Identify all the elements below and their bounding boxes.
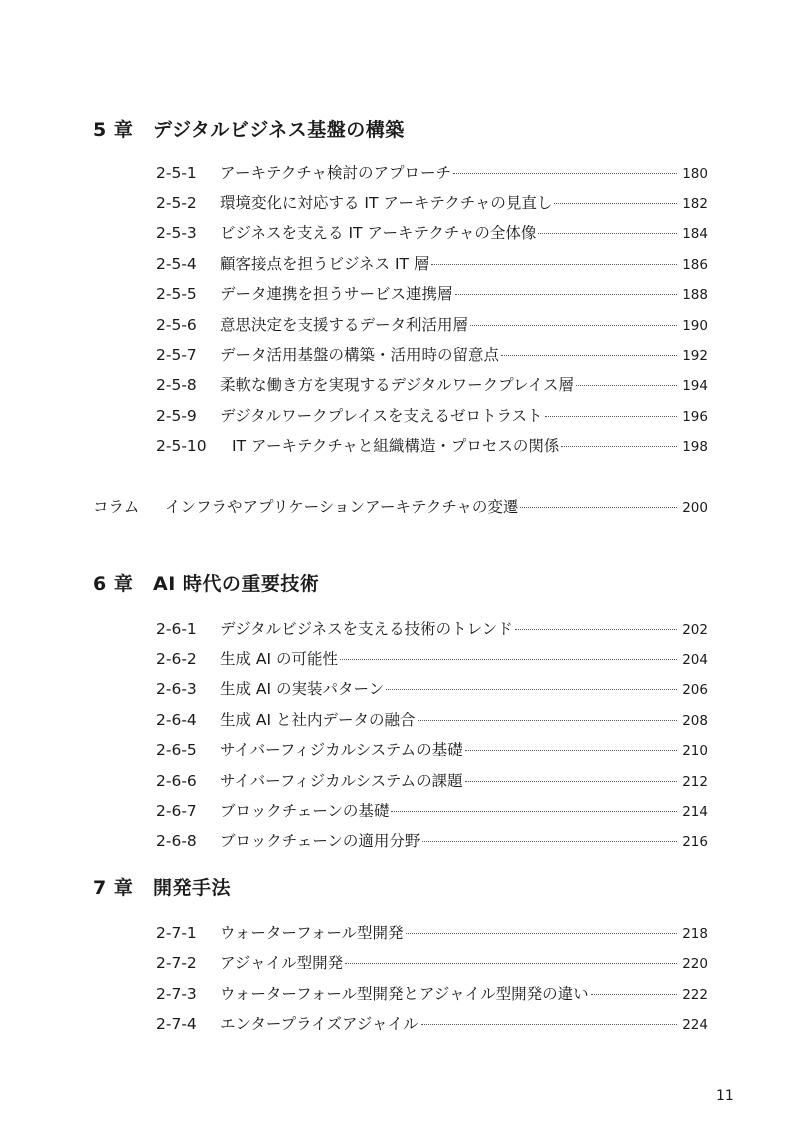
section-title: デジタルビジネスを支える技術のトレンド (220, 620, 513, 638)
toc-entry-2-5-1[interactable] (156, 162, 708, 184)
chapter-title: デジタルビジネス基盤の構築 (153, 119, 405, 141)
section-code: 2-6-8 (156, 832, 197, 850)
dot-leader (470, 325, 677, 326)
section-code: 2-6-2 (156, 650, 197, 668)
page-number: 188 (682, 287, 708, 303)
page-folio: 11 (716, 1088, 734, 1104)
chapter-heading-7 (93, 876, 231, 900)
section-title: アジャイル型開発 (220, 954, 344, 972)
page-number: 212 (682, 774, 708, 790)
section-code: 2-7-3 (156, 985, 197, 1003)
page-number: 216 (682, 834, 708, 850)
dot-leader (340, 659, 677, 660)
section-code: 2-6-5 (156, 741, 197, 759)
section-title: ビジネスを支える IT アーキテクチャの全体像 (220, 224, 537, 242)
page-number: 200 (682, 500, 708, 516)
dot-leader (515, 629, 677, 630)
dot-leader (453, 173, 677, 174)
toc-entry-2-5-5[interactable] (156, 283, 708, 305)
section-code: 2-6-3 (156, 680, 197, 698)
section-code: 2-6-7 (156, 802, 197, 820)
toc-entry-2-5-9[interactable] (156, 405, 708, 427)
section-title: データ連携を担うサービス連携層 (220, 285, 453, 303)
dot-leader (561, 446, 677, 447)
section-code: 2-5-4 (156, 255, 197, 273)
section-title: 環境変化に対応する IT アーキテクチャの見直し (220, 194, 553, 212)
section-code: 2-5-2 (156, 194, 197, 212)
toc-entry-2-6-3[interactable] (156, 678, 708, 700)
dot-leader (431, 264, 677, 265)
section-title: ウォーターフォール型開発とアジャイル型開発の違い (220, 985, 589, 1003)
chapter-title: 開発手法 (153, 877, 232, 899)
section-code: 2-6-6 (156, 772, 197, 790)
section-title: サイバーフィジカルシステムの課題 (220, 772, 463, 790)
dot-leader (545, 416, 677, 417)
page-number: 202 (682, 622, 708, 638)
page-number: 182 (682, 196, 708, 212)
section-code: 2-5-3 (156, 224, 197, 242)
dot-leader (422, 841, 677, 842)
section-title: 生成 AI の実装パターン (220, 680, 385, 698)
toc-entry-2-5-10[interactable] (156, 435, 708, 457)
toc-entry-2-6-7[interactable] (156, 800, 708, 822)
section-title: ブロックチェーンの適用分野 (220, 832, 421, 850)
page-number: 184 (682, 226, 708, 242)
section-code: 2-6-4 (156, 711, 197, 729)
page-number: 194 (682, 378, 708, 394)
toc-entry-2-5-7[interactable] (156, 344, 708, 366)
toc-entry-2-5-6[interactable] (156, 314, 708, 336)
dot-leader (465, 781, 677, 782)
dot-leader (538, 233, 677, 234)
page-number: 218 (682, 926, 708, 942)
section-code: 2-5-10 (156, 437, 207, 455)
dot-leader (386, 689, 677, 690)
page-number: 186 (682, 257, 708, 273)
toc-entry-2-7-4[interactable] (156, 1013, 708, 1035)
section-code: 2-6-1 (156, 620, 197, 638)
section-code: 2-5-8 (156, 376, 197, 394)
section-code: 2-5-6 (156, 316, 197, 334)
section-title: 生成 AI と社内データの融合 (220, 711, 416, 729)
toc-entry-2-6-2[interactable] (156, 648, 708, 670)
page-number: 224 (682, 1017, 708, 1033)
section-code: 2-7-1 (156, 924, 197, 942)
dot-leader (591, 994, 677, 995)
page-number: 190 (682, 318, 708, 334)
section-code: 2-5-5 (156, 285, 197, 303)
toc-entry-column[interactable] (93, 496, 708, 518)
dot-leader (345, 963, 677, 964)
section-title: 顧客接点を担うビジネス IT 層 (220, 255, 430, 273)
column-title: インフラやアプリケーションアーキテクチャの変遷 (165, 498, 519, 516)
page-number: 206 (682, 682, 708, 698)
page-number: 220 (682, 956, 708, 972)
page-number: 192 (682, 348, 708, 364)
toc-entry-2-5-2[interactable] (156, 192, 708, 214)
section-title: サイバーフィジカルシステムの基礎 (220, 741, 463, 759)
section-title: 意思決定を支援するデータ利活用層 (220, 316, 469, 334)
dot-leader (576, 385, 677, 386)
dot-leader (406, 933, 677, 934)
dot-leader (465, 750, 677, 751)
section-title: ブロックチェーンの基礎 (220, 802, 390, 820)
toc-entry-2-5-8[interactable] (156, 374, 708, 396)
page-number: 198 (682, 439, 708, 455)
page-number: 196 (682, 409, 708, 425)
section-title: ウォーターフォール型開発 (220, 924, 404, 942)
toc-entry-2-7-3[interactable] (156, 983, 708, 1005)
section-title: デジタルワークプレイスを支えるゼロトラスト (220, 407, 543, 425)
chapter-number: 7 章 (93, 877, 134, 899)
toc-entry-2-5-3[interactable] (156, 222, 708, 244)
toc-entry-2-6-4[interactable] (156, 709, 708, 731)
section-title: 生成 AI の可能性 (220, 650, 339, 668)
section-code: 2-5-9 (156, 407, 197, 425)
page-number: 222 (682, 987, 708, 1003)
page-number: 208 (682, 713, 708, 729)
chapter-title: AI 時代の重要技術 (153, 573, 320, 595)
section-title: IT アーキテクチャと組織構造・プロセスの関係 (232, 437, 560, 455)
section-code: 2-5-1 (156, 164, 197, 182)
section-title: 柔軟な働き方を実現するデジタルワークプレイス層 (220, 376, 575, 394)
page-number: 210 (682, 743, 708, 759)
section-code: 2-7-4 (156, 1015, 197, 1033)
section-code: 2-7-2 (156, 954, 197, 972)
toc-entry-2-6-5[interactable] (156, 739, 708, 761)
chapter-heading-5 (93, 118, 405, 142)
column-label: コラム (93, 498, 140, 516)
chapter-number: 6 章 (93, 573, 134, 595)
section-title: エンタープライズアジャイル (220, 1015, 419, 1033)
dot-leader (455, 294, 677, 295)
toc-entry-2-5-4[interactable] (156, 253, 708, 275)
dot-leader (501, 355, 677, 356)
dot-leader (418, 720, 677, 721)
chapter-heading-6 (93, 572, 319, 596)
page-number: 204 (682, 652, 708, 668)
section-code: 2-5-7 (156, 346, 197, 364)
section-title: データ活用基盤の構築・活用時の留意点 (220, 346, 500, 364)
toc-entry-2-6-8[interactable] (156, 830, 708, 852)
page-number: 180 (682, 166, 708, 182)
page-number: 214 (682, 804, 708, 820)
toc-entry-2-6-6[interactable] (156, 770, 708, 792)
dot-leader (520, 507, 677, 508)
dot-leader (421, 1024, 677, 1025)
toc-entry-2-6-1[interactable] (156, 618, 708, 640)
dot-leader (391, 811, 677, 812)
section-title: アーキテクチャ検討のアプローチ (220, 164, 451, 182)
chapter-number: 5 章 (93, 119, 134, 141)
dot-leader (554, 203, 677, 204)
toc-entry-2-7-1[interactable] (156, 922, 708, 944)
toc-entry-2-7-2[interactable] (156, 952, 708, 974)
